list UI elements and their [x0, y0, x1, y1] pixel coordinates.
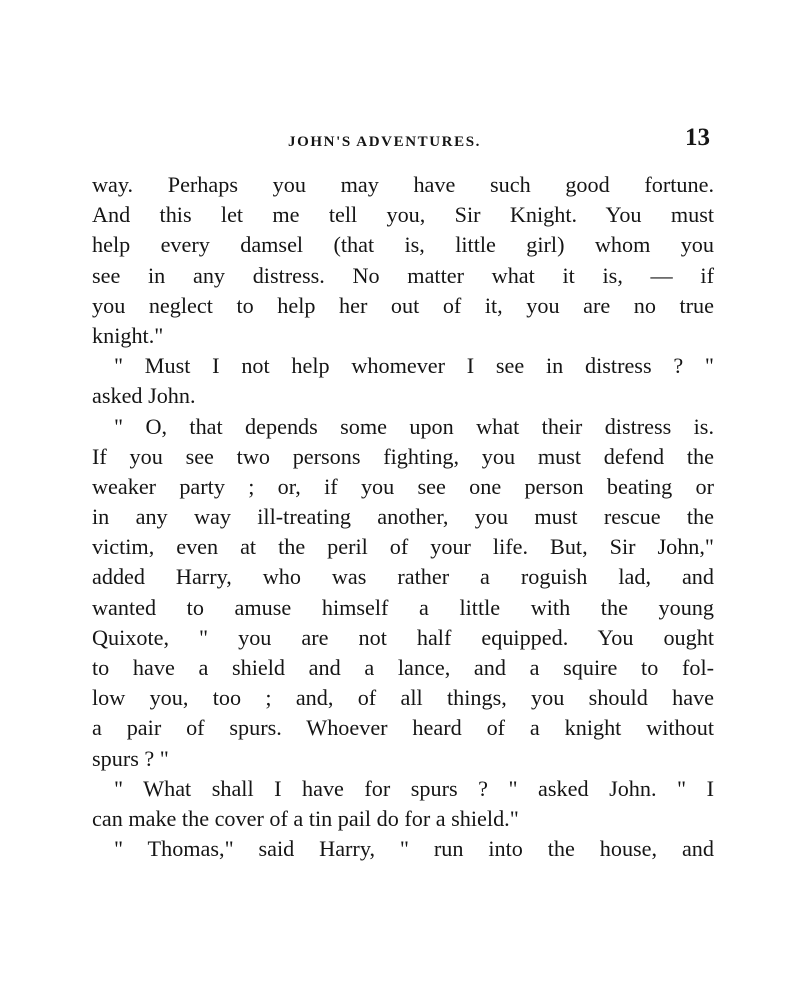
text-line: low you, too ; and, of all things, you should have [92, 685, 714, 711]
text-line: If you see two persons fighting, you must defend the [92, 443, 714, 469]
text-line: weaker party ; or, if you see one person beating or [92, 473, 714, 499]
text-line: in any way ill-treating another, you must rescue the [92, 504, 714, 530]
running-head [92, 124, 714, 160]
body-text [92, 170, 714, 864]
text-line: " Must I not help whomever I see in distress ? " [114, 353, 714, 379]
text-line: can make the cover of a tin pail do for a shield." [92, 805, 519, 831]
text-line: see in any distress. No matter what it is, — if [92, 262, 714, 288]
text-line: asked John. [92, 383, 196, 409]
text-line: way. Perhaps you may have such good fortune. [92, 172, 714, 197]
running-title: JOHN'S ADVENTURES. [288, 134, 482, 150]
text-line: wanted to amuse himself a little with the young [92, 594, 714, 620]
text-line: you neglect to help her out of it, you are no true [92, 292, 714, 318]
text-line: " Thomas," said Harry, " run into the house, and [114, 836, 714, 862]
text-line: And this let me tell you, Sir Knight. You must [92, 202, 714, 228]
text-line: victim, even at the peril of your life. But, Sir John," [92, 534, 714, 560]
text-line: Quixote, " you are not half equipped. You ought [92, 624, 714, 650]
text-line: added Harry, who was rather a roguish lad, and [92, 564, 714, 590]
text-line: knight." [92, 322, 164, 348]
text-line: " O, that depends some upon what their distress is. [114, 413, 714, 439]
text-line: to have a shield and a lance, and a squire to fol- [92, 655, 714, 680]
text-line: " What shall I have for spurs ? " asked John. " I [114, 775, 714, 801]
text-line: spurs ? " [92, 745, 169, 771]
page-number: 13 [685, 124, 710, 151]
text-line: a pair of spurs. Whoever heard of a knight without [92, 715, 714, 741]
text-line: help every damsel (that is, little girl) whom you [92, 232, 714, 258]
